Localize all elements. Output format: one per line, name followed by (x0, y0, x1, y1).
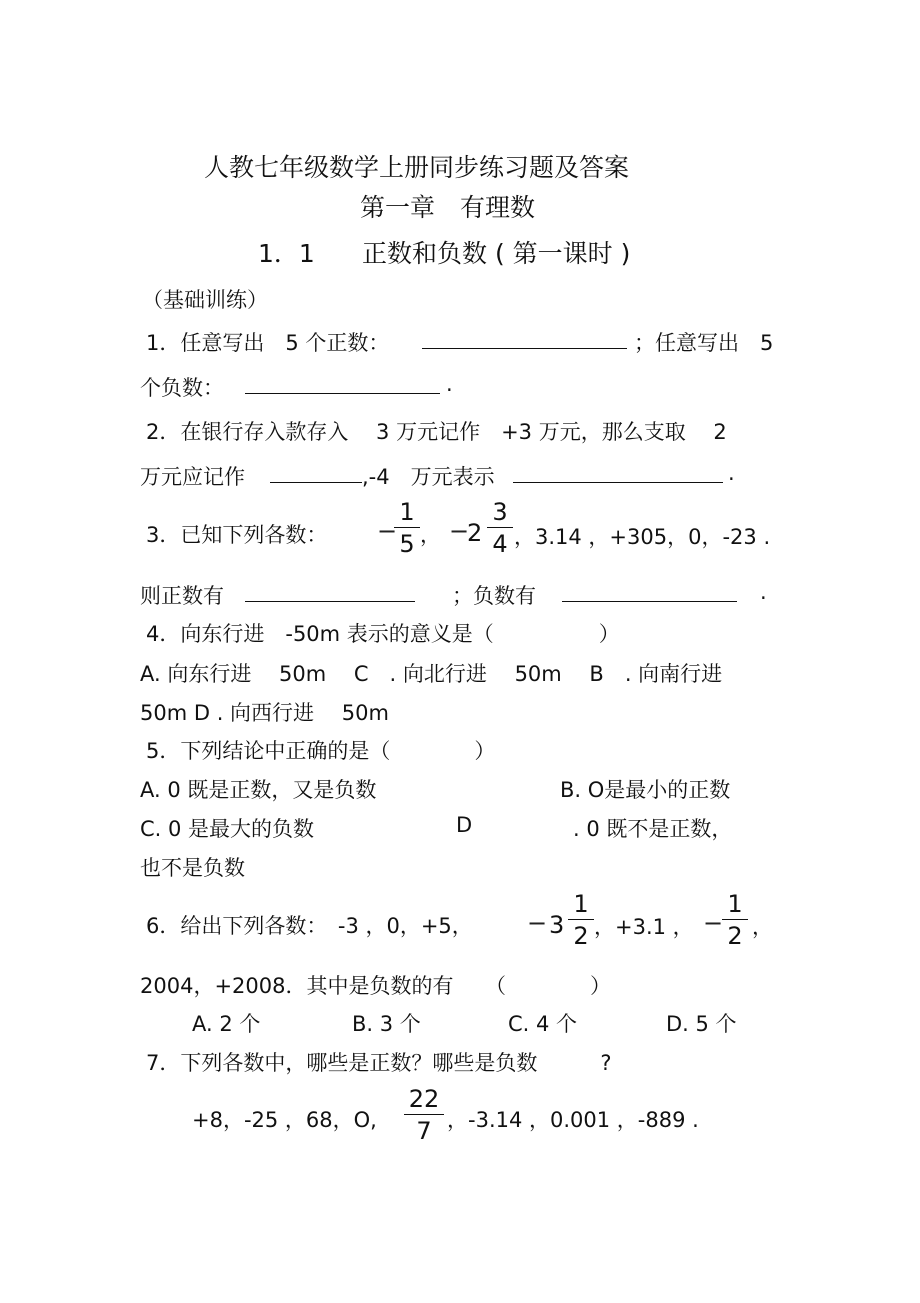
q2-line1: 2．在银行存入款存入 3 万元记作 +3 万元，那么支取 2 (146, 420, 727, 444)
q1-line2-tail: . (446, 372, 453, 396)
q3-rest: ，3.14 ，+305，0，-23 . (514, 525, 771, 549)
q3-line2-lead: 则正数有 (140, 584, 224, 608)
q1-negative-blank[interactable] (245, 375, 440, 394)
q2-line2-lead: 万元应记作 (140, 465, 245, 489)
q3-frac2-whole: 2 (467, 519, 483, 547)
q3-frac1-bar (394, 527, 420, 528)
q3-fraction-2 (487, 500, 513, 556)
q6-option-a: A. 2 个 (192, 1012, 261, 1036)
section-label: （基础训练） (142, 288, 268, 312)
q4-options-line2: 50m D . 向西行进 50m (140, 701, 389, 725)
q2-withdraw-blank[interactable] (270, 464, 362, 483)
q5-option-c: C. 0 是最大的负数 (140, 817, 315, 841)
q5-option-d-cont: 也不是负数 (140, 856, 245, 880)
q4-options-line1: A. 向东行进 50m C . 向北行进 50m B . 向南行进 (140, 662, 723, 686)
q7-frac-numerator: 22 (408, 1085, 440, 1113)
q7-numbers-a: +8，-25 ，68，O, (192, 1108, 377, 1132)
q1-line1-lead: 1．任意写出 5 个正数： (146, 331, 390, 355)
q6-frac1-numerator: 1 (573, 890, 589, 918)
q6-frac1-sign: − (527, 909, 548, 937)
q3-fraction-1 (394, 500, 420, 556)
q5-stem: 5．下列结论中正确的是（ ） (146, 739, 496, 763)
q6-frac1-bar (568, 919, 594, 920)
q7-fraction (404, 1087, 444, 1143)
q2-line2-tail: . (728, 461, 735, 485)
q3-line2-tail: . (760, 580, 767, 604)
q3-frac1-numerator: 1 (399, 498, 415, 526)
q4-stem: 4．向东行进 -50m 表示的意义是（ ） (146, 622, 620, 646)
q3-frac1-denominator: 5 (399, 530, 415, 558)
chapter-title: 第一章 有理数 (360, 193, 536, 222)
q6-comma: ， (752, 915, 773, 939)
q5-option-d-letter: D (456, 813, 473, 837)
q6-option-d: D. 5 个 (666, 1012, 737, 1036)
q6-frac2-sign: − (703, 909, 724, 937)
q6-frac2-numerator: 1 (727, 890, 743, 918)
q5-option-a: A. 0 既是正数，又是负数 (140, 778, 377, 802)
q1-line1-tail: ；任意写出 5 (634, 331, 774, 355)
q3-comma: ， (420, 523, 441, 547)
q7-frac-bar (404, 1114, 444, 1115)
q3-lead: 3．已知下列各数： (146, 523, 328, 547)
q1-line2-lead: 个负数： (140, 376, 224, 400)
q7-numbers-b: ，-3.14 ，0.001 ，-889 . (447, 1108, 699, 1132)
page-title: 人教七年级数学上册同步练习题及答案 (204, 153, 630, 182)
q3-line2-mid: ；负数有 (452, 584, 536, 608)
q2-line2-mid: ,-4 万元表示 (362, 465, 495, 489)
q6-frac1-whole: 3 (549, 911, 565, 939)
q3-frac2-sign: − (449, 517, 470, 545)
section-title: 正数和负数 ( 第一课时 ) (362, 239, 631, 268)
q7-stem: 7．下列各数中，哪些是正数？哪些是负数 ? (146, 1051, 612, 1075)
q6-frac1-denominator: 2 (573, 922, 589, 950)
q5-option-b: B. O是最小的正数 (560, 778, 731, 802)
q3-frac2-numerator: 3 (492, 498, 508, 526)
q6-frac2-denominator: 2 (727, 922, 743, 950)
q3-frac2-bar (487, 527, 513, 528)
q6-fraction-1 (568, 892, 594, 948)
q3-negative-blank[interactable] (562, 583, 737, 602)
section-number: 1．1 (258, 239, 315, 268)
q6-option-c: C. 4 个 (508, 1012, 578, 1036)
q6-frac2-bar (722, 919, 748, 920)
q6-line2: 2004，+2008．其中是负数的有 （ ） (140, 974, 611, 998)
q6-mid: ，+3.1 ， (594, 915, 694, 939)
q6-option-b: B. 3 个 (352, 1012, 421, 1036)
q6-lead: 6．给出下列各数： -3 ，0，+5， (146, 914, 473, 938)
q3-frac1-sign: − (377, 517, 398, 545)
q3-positive-blank[interactable] (245, 583, 415, 602)
q6-fraction-2 (722, 892, 748, 948)
q2-meaning-blank[interactable] (513, 464, 723, 483)
q3-frac2-denominator: 4 (492, 530, 508, 558)
q1-positive-blank[interactable] (422, 330, 627, 349)
q7-frac-denominator: 7 (416, 1117, 432, 1145)
q5-option-d: . 0 既不是正数， (573, 817, 733, 841)
